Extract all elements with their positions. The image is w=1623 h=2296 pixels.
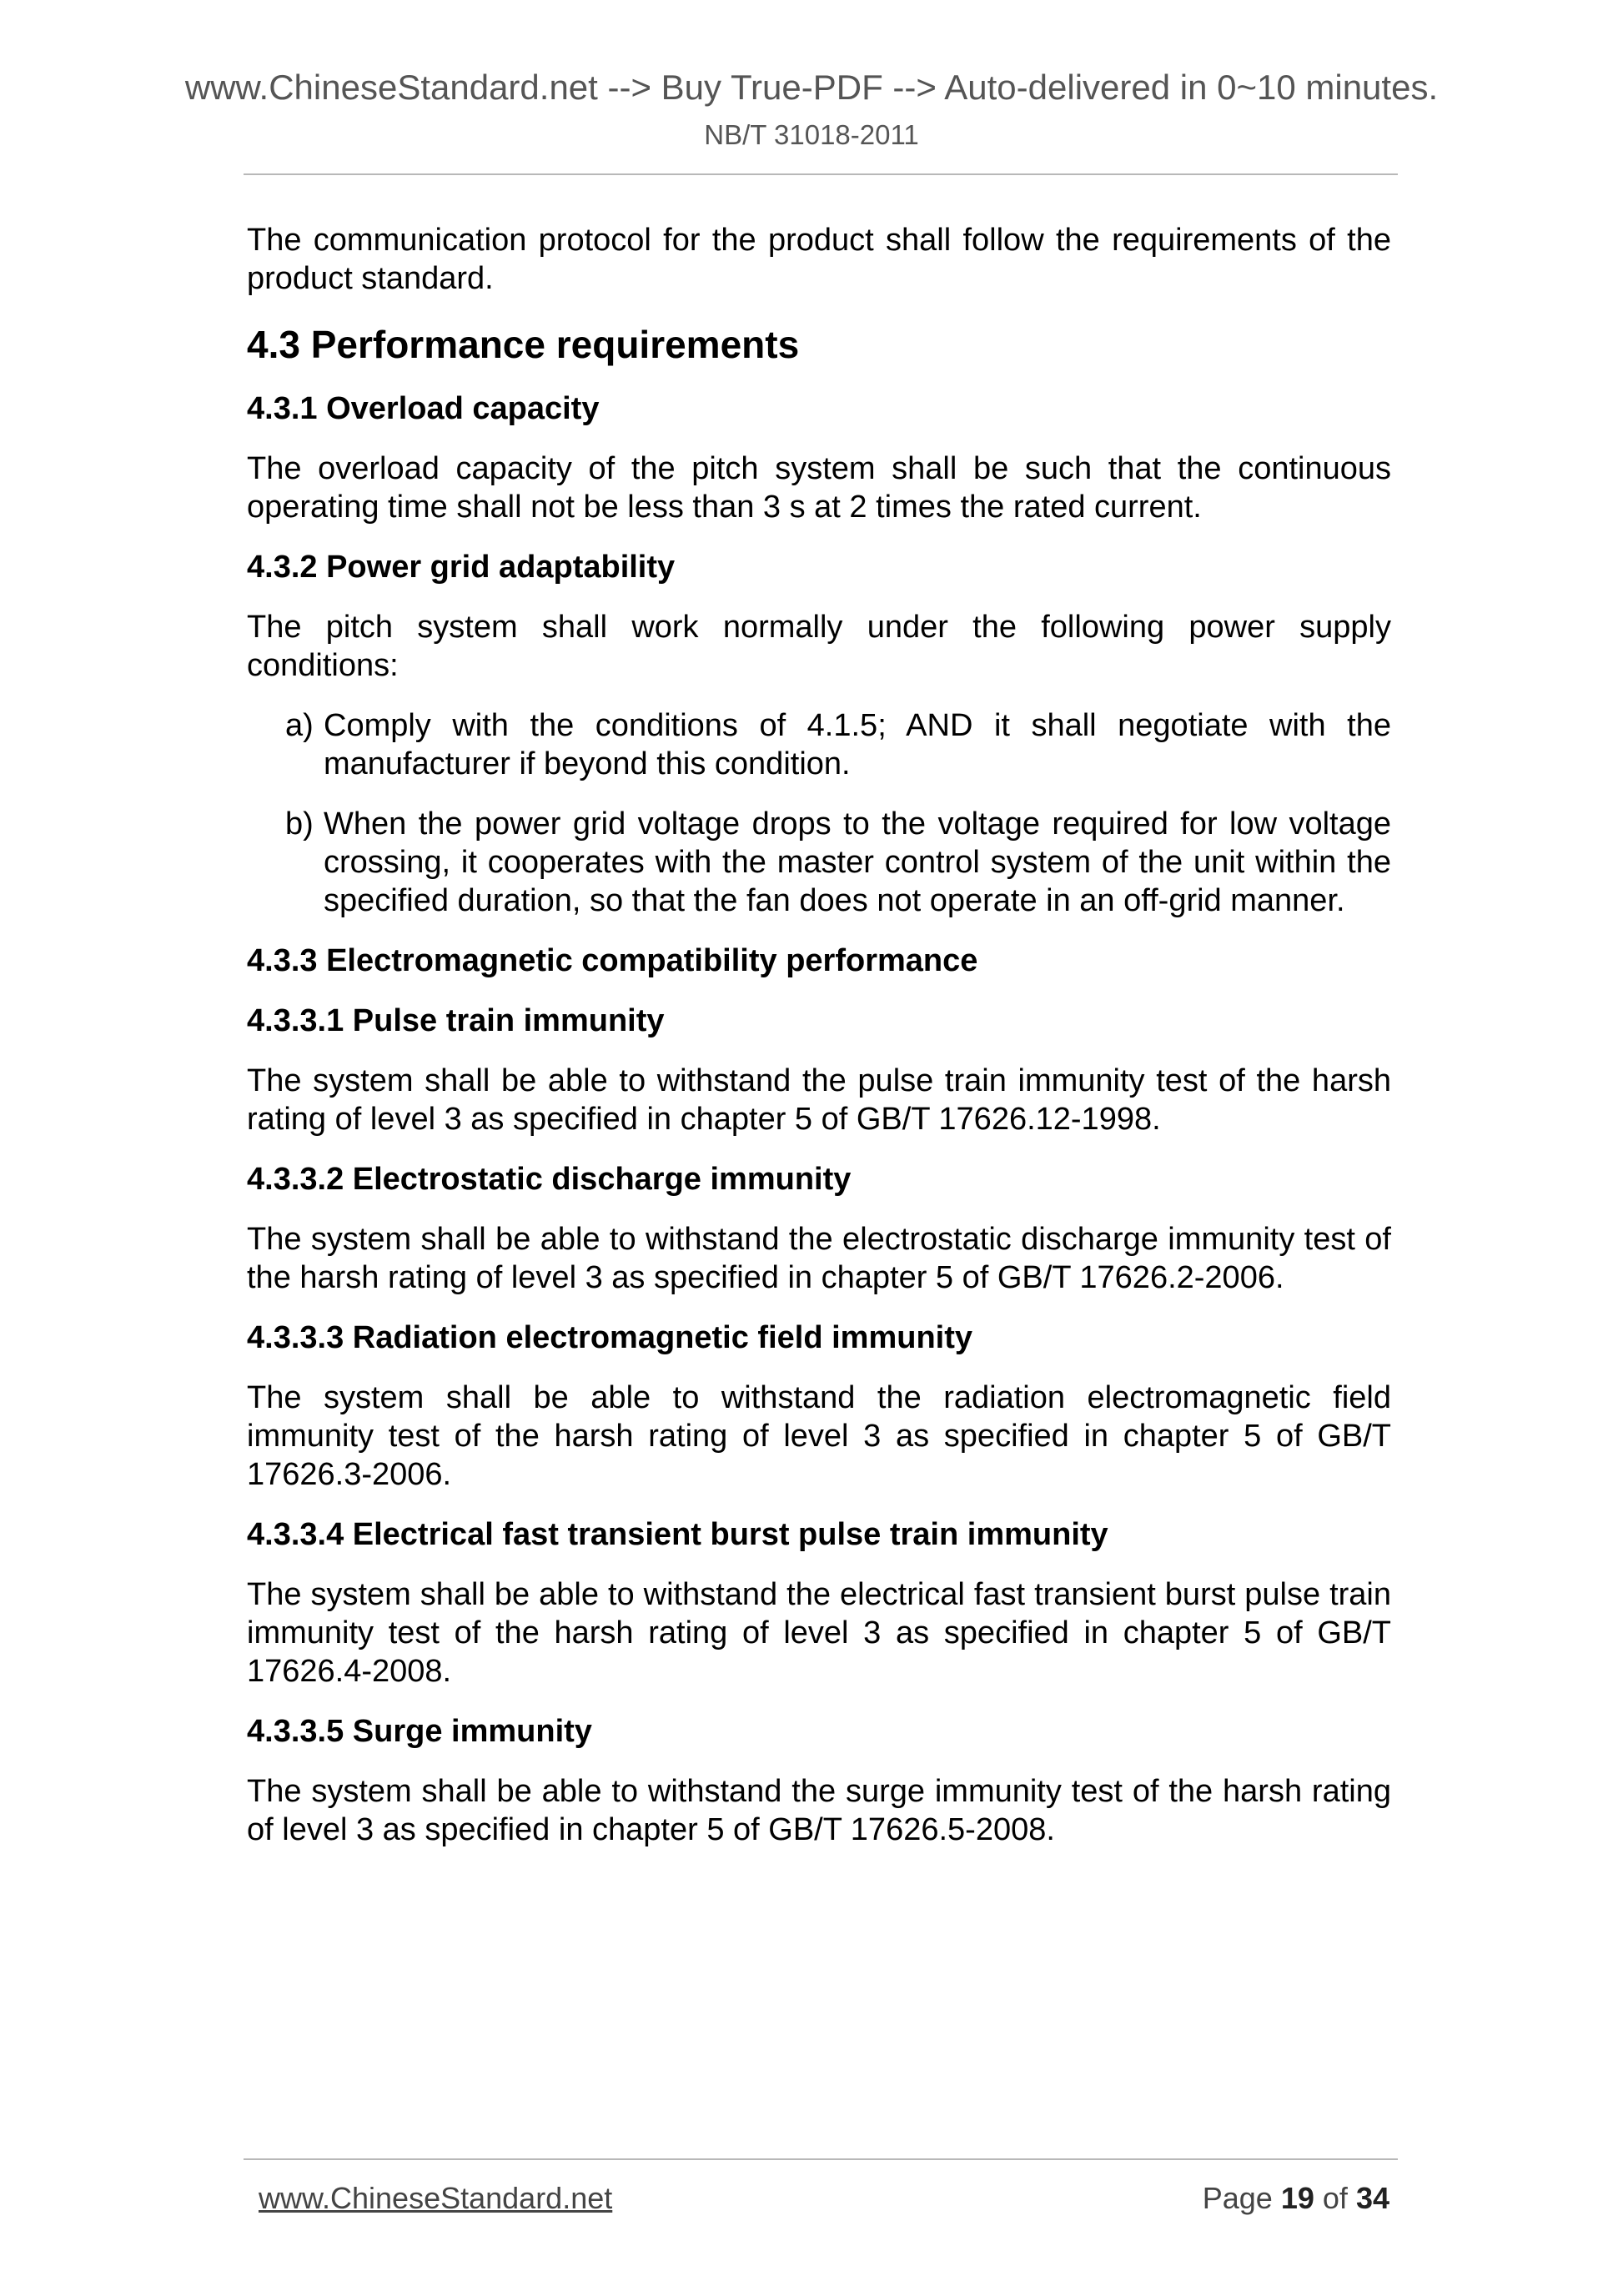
page-total: 34 <box>1355 2181 1389 2215</box>
header-divider <box>244 173 1398 175</box>
page-of: of <box>1322 2181 1348 2215</box>
paragraph-4-3-3-5: The system shall be able to withstand the surge immunity test of the harsh rating of level 3 as specified in chapter 5 of GB/T 17626.5-2008. <box>247 1774 1391 1847</box>
list-item <box>285 706 1391 783</box>
page-current: 19 <box>1280 2181 1314 2215</box>
footer-website-link[interactable]: www.ChineseStandard.net <box>259 2181 613 2215</box>
list-item <box>285 805 1391 920</box>
document-id: NB/T 31018-2011 <box>704 119 919 150</box>
section-heading-4-3-3-4: 4.3.3.4 Electrical fast transient burst pulse train immunity <box>247 1517 1108 1552</box>
list-item-text: When the power grid voltage drops to the voltage required for low voltage crossing, it cooperates with the master control system of the unit within the specified duration, so that the fan does not operate in an off-grid manner. <box>324 806 1391 918</box>
section-heading-4-3-3-3: 4.3.3.3 Radiation electromagnetic field immunity <box>247 1320 973 1355</box>
page-number <box>1203 2180 1389 2216</box>
document-body <box>247 221 1391 1849</box>
paragraph-4-3-3-1: The system shall be able to withstand the pulse train immunity test of the harsh rating of level 3 as specified in chapter 5 of GB/T 17626.12-1998. <box>247 1063 1391 1137</box>
list-marker: b) <box>285 806 314 842</box>
paragraph-4-3-3-4: The system shall be able to withstand the electrical fast transient burst pulse train immunity test of the harsh rating of level 3 as specified in chapter 5 of GB/T 17626.4-2008. <box>247 1577 1391 1689</box>
footer-divider <box>244 2158 1398 2160</box>
paragraph-4-3-3-2: The system shall be able to withstand the electrostatic discharge immunity test of the harsh rating of level 3 as specified in chapter 5 of GB/T 17626.2-2006. <box>247 1222 1391 1295</box>
header-banner: www.ChineseStandard.net --> Buy True-PDF --> Auto-delivered in 0~10 minutes. <box>184 68 1439 107</box>
page-prefix: Page <box>1202 2181 1273 2215</box>
section-heading-4-3-3: 4.3.3 Electromagnetic compatibility performance <box>247 943 978 978</box>
conditions-list <box>247 706 1391 920</box>
paragraph-4-3-3-3: The system shall be able to withstand the radiation electromagnetic field immunity test of the harsh rating of level 3 as specified in chapter 5 of GB/T 17626.3-2006. <box>247 1380 1391 1492</box>
section-heading-4-3: 4.3 Performance requirements <box>247 323 800 366</box>
section-heading-4-3-3-1: 4.3.3.1 Pulse train immunity <box>247 1003 665 1038</box>
list-marker: a) <box>285 708 314 743</box>
list-item-text: Comply with the conditions of 4.1.5; AND it shall negotiate with the manufacturer if beyond this condition. <box>324 708 1391 781</box>
paragraph-4-3-2: The pitch system shall work normally under the following power supply conditions: <box>247 610 1391 683</box>
intro-paragraph: The communication protocol for the product shall follow the requirements of the product standard. <box>247 223 1391 296</box>
paragraph-4-3-1: The overload capacity of the pitch system shall be such that the continuous operating time shall not be less than 3 s at 2 times the rated current. <box>247 451 1391 525</box>
section-heading-4-3-3-2: 4.3.3.2 Electrostatic discharge immunity <box>247 1162 852 1197</box>
section-heading-4-3-1: 4.3.1 Overload capacity <box>247 391 600 426</box>
section-heading-4-3-2: 4.3.2 Power grid adaptability <box>247 550 676 585</box>
section-heading-4-3-3-5: 4.3.3.5 Surge immunity <box>247 1714 592 1749</box>
